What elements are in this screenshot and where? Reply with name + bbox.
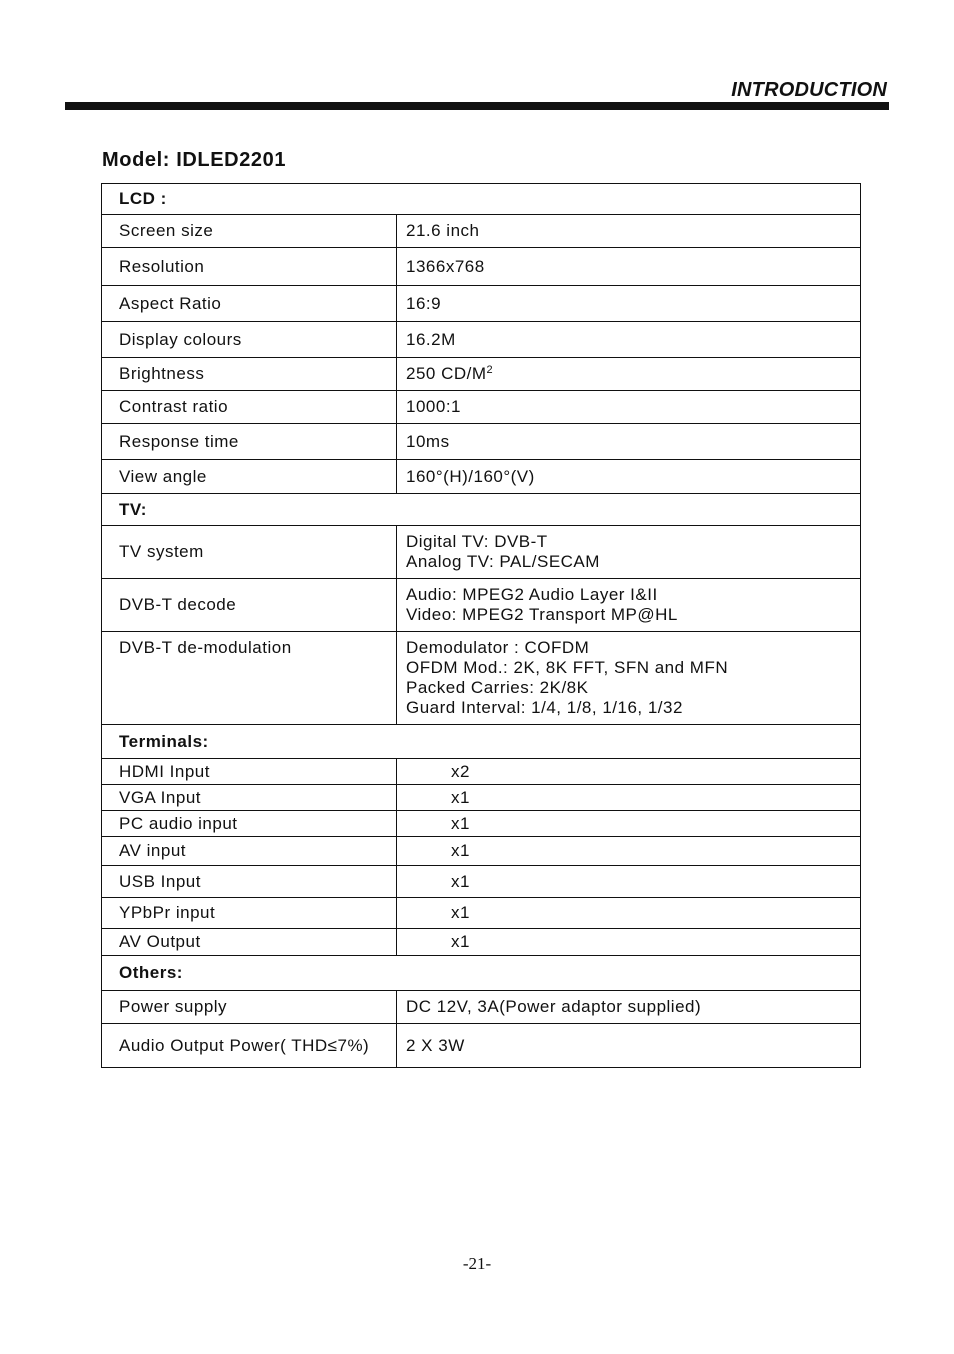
table-row (102, 991, 861, 1024)
header-rule (65, 102, 889, 110)
page-number: -21- (462, 1254, 492, 1273)
value-line: Analog TV: PAL/SECAM (406, 552, 600, 571)
table-row (102, 322, 861, 358)
row-value (397, 526, 861, 579)
row-value: x1 (397, 898, 861, 929)
table-row (102, 248, 861, 286)
value-line: OFDM Mod.: 2K, 8K FFT, SFN and MFN (406, 658, 729, 677)
row-value: x1 (397, 811, 861, 837)
section-lcd (102, 184, 861, 215)
row-value: x1 (397, 837, 861, 866)
row-value: x1 (397, 929, 861, 956)
row-label: AV input (102, 837, 397, 866)
row-label: View angle (102, 460, 397, 494)
row-label: USB Input (102, 866, 397, 898)
row-label: HDMI Input (102, 759, 397, 785)
value-line: Packed Carries: 2K/8K (406, 678, 589, 697)
row-label: Display colours (102, 322, 397, 358)
section-title: TV: (102, 494, 861, 526)
value-line: Video: MPEG2 Transport MP@HL (406, 605, 678, 624)
section-title: Terminals: (102, 725, 861, 759)
row-value (397, 358, 861, 391)
row-value: x2 (397, 759, 861, 785)
brightness-value: 250 CD/M (406, 364, 487, 383)
row-value: 160°(H)/160°(V) (397, 460, 861, 494)
table-row (102, 1024, 861, 1068)
row-value: DC 12V, 3A(Power adaptor supplied) (397, 991, 861, 1024)
section-tv (102, 494, 861, 526)
table-row (102, 391, 861, 424)
row-label: Response time (102, 424, 397, 460)
table-row (102, 759, 861, 785)
table-row (102, 929, 861, 956)
row-label: PC audio input (102, 811, 397, 837)
table-row (102, 866, 861, 898)
section-others (102, 956, 861, 991)
table-row (102, 811, 861, 837)
value-line: Demodulator : COFDM (406, 638, 590, 657)
table-row (102, 460, 861, 494)
section-title: LCD : (102, 184, 861, 215)
row-label: DVB-T decode (102, 579, 397, 632)
row-label: YPbPr input (102, 898, 397, 929)
row-label: VGA Input (102, 785, 397, 811)
row-label: Aspect Ratio (102, 286, 397, 322)
table-row (102, 898, 861, 929)
row-label: DVB-T de-modulation (102, 632, 397, 725)
table-row (102, 837, 861, 866)
table-row (102, 358, 861, 391)
table-row (102, 526, 861, 579)
row-value: 16:9 (397, 286, 861, 322)
row-value: x1 (397, 866, 861, 898)
table-row (102, 286, 861, 322)
header-title: INTRODUCTION (731, 79, 887, 101)
row-label: Screen size (102, 215, 397, 248)
row-value (397, 579, 861, 632)
row-value: 10ms (397, 424, 861, 460)
row-value: 2 X 3W (397, 1024, 861, 1068)
row-value: 1366x768 (397, 248, 861, 286)
brightness-superscript: 2 (486, 364, 494, 376)
table-row (102, 579, 861, 632)
value-line: Digital TV: DVB-T (406, 532, 548, 551)
row-value (397, 632, 861, 725)
table-row (102, 632, 861, 725)
spec-table (101, 183, 861, 1068)
row-value: 21.6 inch (397, 215, 861, 248)
row-value: 16.2M (397, 322, 861, 358)
table-row (102, 785, 861, 811)
model-title: Model: IDLED2201 (102, 149, 287, 171)
value-line: Guard Interval: 1/4, 1/8, 1/16, 1/32 (406, 698, 683, 717)
section-terminals (102, 725, 861, 759)
row-label: Contrast ratio (102, 391, 397, 424)
row-label: TV system (102, 526, 397, 579)
row-value: x1 (397, 785, 861, 811)
row-label: Resolution (102, 248, 397, 286)
section-title: Others: (102, 956, 861, 991)
row-label: Audio Output Power( THD≤7%) (102, 1024, 397, 1068)
value-line: Audio: MPEG2 Audio Layer I&II (406, 585, 658, 604)
row-value: 1000:1 (397, 391, 861, 424)
row-label: AV Output (102, 929, 397, 956)
table-row (102, 215, 861, 248)
table-row (102, 424, 861, 460)
row-label: Brightness (102, 358, 397, 391)
row-label: Power supply (102, 991, 397, 1024)
